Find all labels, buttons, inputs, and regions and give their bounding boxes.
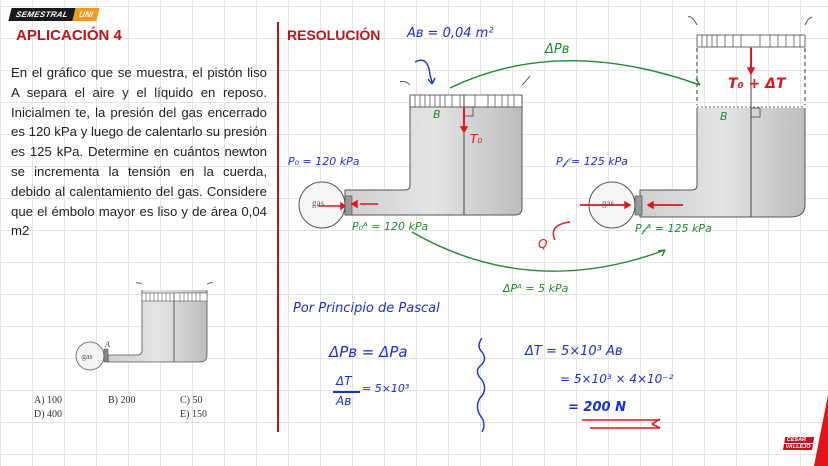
- equation-2-denominator: Aʙ: [336, 394, 352, 408]
- logo-top: CESAR: [784, 437, 814, 443]
- badge-uni: UNI: [72, 8, 99, 21]
- logo-bottom: VALLEJO: [784, 444, 811, 450]
- problem-title: APLICACIÓN 4: [16, 27, 122, 44]
- fraction-bar: [333, 391, 360, 393]
- delta-pb-label: ΔPʙ: [545, 42, 570, 57]
- heat-q-label: Q: [538, 237, 548, 251]
- pf-label: P𝒻 = 125 kPa: [556, 155, 628, 168]
- pfa-label: P𝒻ᴬ = 125 kPa: [635, 222, 712, 235]
- final-state-container: [589, 17, 812, 228]
- gas-label-initial: gas: [312, 198, 324, 208]
- problem-statement: En el gráfico que se muestra, el pistón liso A separa el aire y el líquido en reposo. Inicialmen te, la presión del gas encerrado es 120 kPa y luego de calentarlo su presión es 125 kPa. Determine en cuántos newton se incrementa la tensión en la cuerda, debido al calentamiento del gas. Considere que el émbolo mayor es liso y de área 0,04 m2: [11, 65, 267, 239]
- option-c[interactable]: C) 50: [180, 395, 203, 406]
- option-a[interactable]: A) 100: [34, 395, 63, 406]
- pascal-principle: Por Principio de Pascal: [293, 301, 440, 316]
- t0-delta-t-label: T₀ + ΔT: [728, 76, 786, 92]
- equation-4: = 5×10³ × 4×10⁻²: [560, 372, 674, 386]
- badge-semestral: SEMESTRAL: [8, 8, 75, 21]
- b-label-initial: B: [433, 108, 441, 121]
- equation-2-numerator: ΔT: [336, 374, 352, 388]
- small-piston-label: A: [105, 340, 110, 349]
- b-label-final: B: [720, 110, 728, 123]
- brace-divider: [477, 338, 484, 432]
- option-e[interactable]: E) 150: [180, 409, 207, 420]
- t0-label: T₀: [470, 132, 483, 146]
- small-container-figure: [76, 283, 213, 370]
- equation-1: ΔPʙ = ΔPa: [329, 343, 408, 361]
- option-b[interactable]: B) 200: [108, 395, 136, 406]
- small-gas-label: gas: [82, 352, 93, 361]
- equation-5-result: = 200 N: [568, 400, 626, 415]
- area-pointer-arrow: [415, 60, 432, 82]
- option-d[interactable]: D) 400: [34, 409, 63, 420]
- pa0-label: P₀ᴬ = 120 kPa: [352, 220, 429, 233]
- delta-pb-arrow: [450, 61, 700, 88]
- cesar-vallejo-logo: [783, 437, 814, 451]
- gas-label-final: gas: [602, 198, 614, 208]
- equation-3: ΔT = 5×10³ Aʙ: [525, 344, 623, 359]
- corner-decoration: [814, 395, 828, 466]
- p0-label: P₀ = 120 kPa: [288, 155, 360, 168]
- section-divider: [277, 22, 279, 432]
- area-annotation: Aʙ = 0,04 m²: [407, 26, 494, 41]
- delta-pa-label: ΔPᴬ = 5 kPa: [503, 282, 569, 295]
- resolution-title: RESOLUCIÓN: [287, 27, 381, 43]
- equation-2-rhs: = 5×10³: [362, 382, 410, 395]
